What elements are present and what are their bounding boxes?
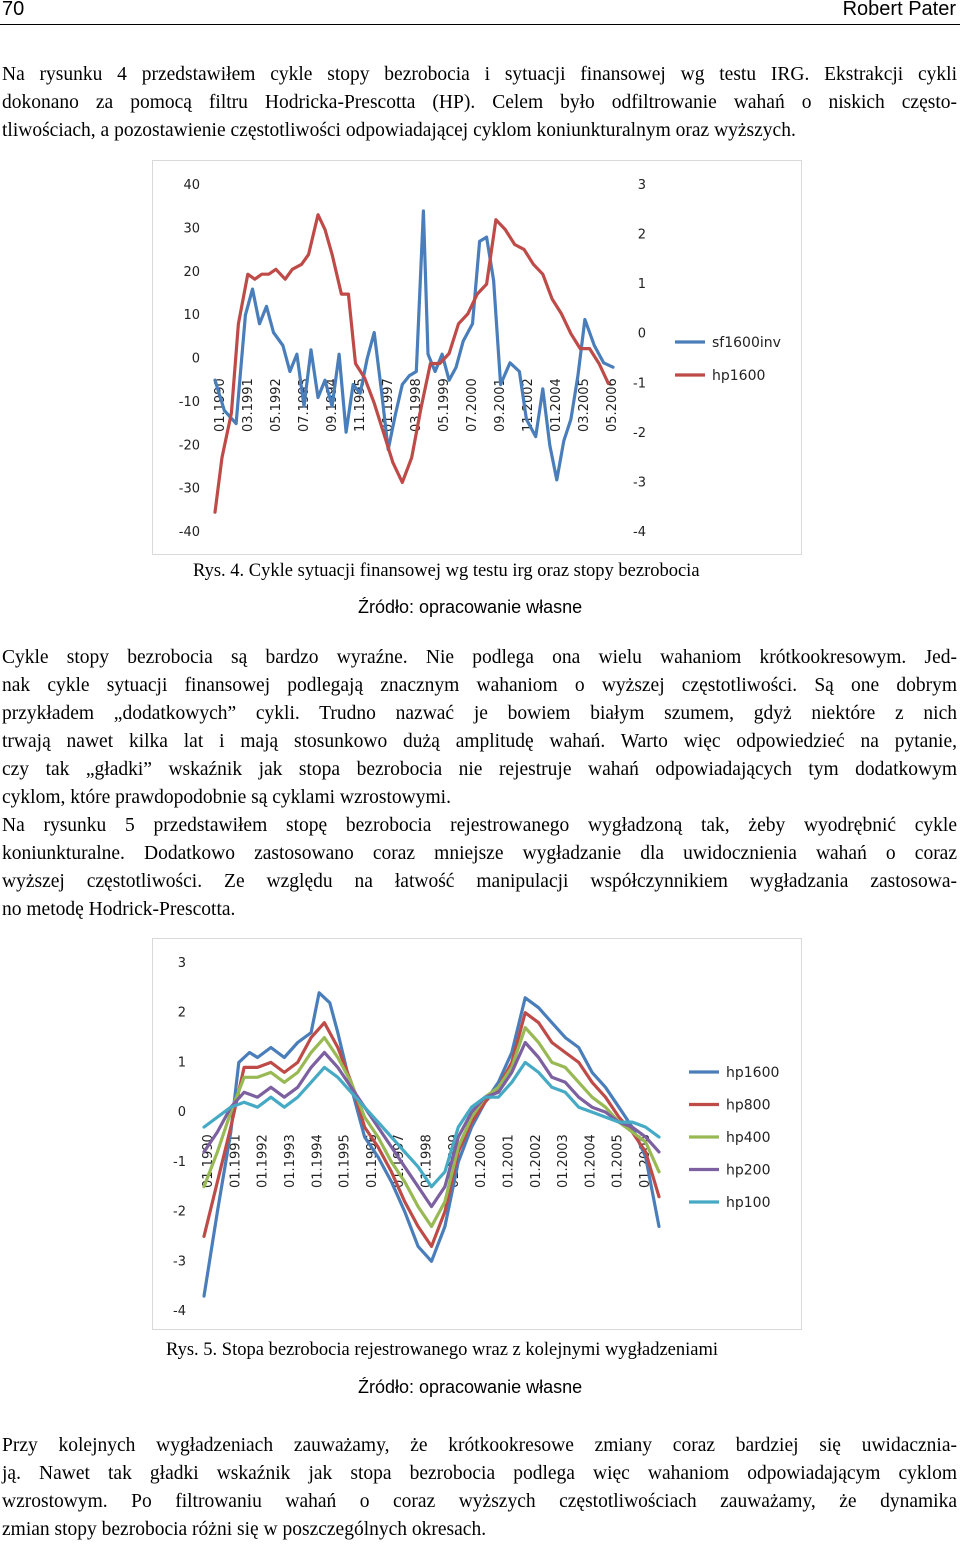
x-tick-label: 01.1997 <box>392 1134 408 1188</box>
y-right-tick-label: 3 <box>637 178 646 193</box>
x-tick-label: 01.1990 <box>213 378 228 432</box>
y-tick-label: 0 <box>191 351 200 367</box>
figure-4-caption: Rys. 4. Cykle sytuacji finansowej wg testu irg oraz stopy bezrobocia <box>193 561 700 581</box>
paragraph-conclusion <box>2 1432 957 1544</box>
x-tick-label: 01.1994 <box>310 1134 326 1188</box>
x-tick-label: 01.2002 <box>528 1134 544 1188</box>
text-line: tliwościach, a pozostawienie częstotliwości odpowiadającej cyklom koniunkturalnym oraz wyższych. <box>2 120 796 141</box>
x-tick-label: 11.1995 <box>353 378 368 432</box>
x-tick-label: 09.1994 <box>325 378 340 432</box>
x-tick-label: 03.1998 <box>409 378 424 432</box>
x-tick-label: 01.1990 <box>201 1134 216 1188</box>
y-tick-label: -3 <box>173 1254 186 1270</box>
figure-5-source: Źródło: opracowanie własne <box>358 1377 583 1397</box>
text-line: no metodę Hodrick-Prescotta. <box>2 899 236 920</box>
legend-label: hp1600 <box>712 368 766 384</box>
legend-label: hp1600 <box>726 1065 780 1081</box>
legend-label: hp100 <box>726 1195 771 1211</box>
y-right-tick-label: -1 <box>633 376 646 392</box>
x-tick-label: 01.2006 <box>638 1134 653 1188</box>
y-tick-label: -2 <box>173 1204 186 1220</box>
y-tick-label: 40 <box>183 178 200 193</box>
x-tick-label: 01.1998 <box>419 1134 435 1188</box>
y-tick-label: -20 <box>178 438 200 454</box>
y-tick-label: 30 <box>183 221 200 237</box>
x-tick-label: 05.1999 <box>437 378 452 432</box>
legend-label: hp200 <box>726 1162 771 1179</box>
text-line: czy tak „gładki” wskaźnik jak stopa bezrobocia nie rejestruje wahań odpowiadających tym dodatkowym <box>2 759 957 780</box>
y-right-tick-label: -4 <box>633 525 646 540</box>
text-line: Na rysunku 4 przedstawiłem cykle stopy bezrobocia i sytuacji finansowej wg testu IRG. Ekstrakcji cykli <box>2 64 957 85</box>
x-tick-label: 03.1991 <box>241 378 256 432</box>
x-tick-label: 01.2005 <box>610 1134 626 1188</box>
y-tick-label: -40 <box>178 525 200 540</box>
running-header-author: Robert Pater <box>842 0 956 20</box>
x-tick-label: 01.1993 <box>282 1134 298 1188</box>
y-tick-label: -10 <box>178 394 200 410</box>
y-tick-label: -30 <box>178 481 200 497</box>
y-right-tick-label: 2 <box>637 227 646 243</box>
figure-5-plot <box>152 938 802 1330</box>
y-tick-label: 20 <box>183 264 200 280</box>
x-tick-label: 01.2001 <box>501 1134 517 1188</box>
text-line: trwają nawet kilka lat i mają stosunkowo dużą amplitudę wahań. Warto więc odpowiedzieć na pytanie, <box>2 731 957 752</box>
text-line: wyższej częstotliwości. Ze względu na łatwość manipulacji współczynnikiem wygładzania zastosowa- <box>2 871 957 892</box>
x-tick-label: 01.2003 <box>556 1134 572 1188</box>
page-number: 70 <box>2 0 25 20</box>
x-tick-label: 09.2001 <box>493 378 508 432</box>
text-line: Przy kolejnych wygładzeniach zauważamy, że krótkookresowe zmiany coraz bardziej się uwidacznia- <box>2 1435 957 1456</box>
legend-label: sf1600inv <box>712 335 781 351</box>
text-line: wzrostowym. Po filtrowaniu wahań o coraz wyższych częstotliwościach zauważamy, że dynamika <box>2 1491 957 1512</box>
y-tick-label: 1 <box>177 1055 186 1071</box>
y-tick-label: 2 <box>177 1005 186 1021</box>
text-line: Cykle stopy bezrobocia są bardzo wyraźne. Nie podlega ona wielu wahaniom krótkookresowym. Jed- <box>2 647 957 668</box>
running-header <box>0 0 960 25</box>
text-line: dokonano za pomocą filtru Hodricka-Prescotta (HP). Celem było odfiltrowanie wahań o niskich często- <box>2 92 957 113</box>
y-tick-label: 0 <box>177 1105 186 1121</box>
x-tick-label: 05.1992 <box>269 378 284 432</box>
text-line: koniunkturalne. Dodatkowo zastosowano coraz mniejsze wygładzanie dla uwidocznienia wahań o coraz <box>2 843 957 864</box>
x-tick-label: 11.2002 <box>521 378 536 432</box>
x-tick-label: 01.1999 <box>446 1134 462 1188</box>
x-tick-label: 01.1992 <box>255 1134 271 1188</box>
figure-4-plot <box>152 160 802 555</box>
y-tick-label: 3 <box>177 956 186 971</box>
x-tick-label: 03.2005 <box>577 378 592 432</box>
figure-4-chart <box>152 160 802 555</box>
figure-5-caption: Rys. 5. Stopa bezrobocia rejestrowanego wraz z kolejnymi wygładzeniami <box>166 1340 719 1360</box>
y-tick-label: 10 <box>183 308 200 324</box>
chart-border <box>153 161 802 555</box>
x-tick-label: 07.2000 <box>465 378 480 432</box>
y-right-tick-label: -3 <box>633 475 646 491</box>
figure-5-chart <box>152 938 802 1330</box>
x-tick-label: 01.1995 <box>337 1134 353 1188</box>
text-line: nak cykle sytuacji finansowej podlegają znacznym wahaniom o wyższej częstotliwości. Są one dobrym <box>2 675 957 696</box>
y-right-tick-label: -2 <box>633 425 646 441</box>
x-tick-label: 01.2004 <box>583 1134 599 1188</box>
y-tick-label: -4 <box>173 1304 186 1319</box>
x-tick-label: 01.1996 <box>364 1134 380 1188</box>
x-tick-label: 01.2004 <box>549 378 564 432</box>
x-tick-label: 01.1997 <box>381 378 396 432</box>
x-tick-label: 01.1991 <box>228 1134 244 1188</box>
x-tick-label: 07.1993 <box>297 378 312 432</box>
paragraph-discussion <box>2 644 957 924</box>
text-line: przykładem „dodatkowych” cykli. Trudno nazwać je bowiem białym szumem, gdyż niektóre z nich <box>2 703 957 724</box>
y-tick-label: -1 <box>173 1154 186 1170</box>
legend-label: hp800 <box>726 1097 771 1114</box>
y-right-tick-label: 0 <box>637 326 646 342</box>
y-right-tick-label: 1 <box>637 277 646 293</box>
text-line: cyklom, które prawdopodobnie są cyklami wzrostowymi. <box>2 787 451 808</box>
figure-4-source: Źródło: opracowanie własne <box>358 597 583 617</box>
text-line: zmian stopy bezrobocia różni się w poszczególnych okresach. <box>2 1519 487 1540</box>
paragraph-intro <box>2 61 957 145</box>
legend-label: hp400 <box>726 1130 771 1146</box>
text-line: Na rysunku 5 przedstawiłem stopę bezrobocia rejestrowanego wygładzoną tak, żeby wyodrębnić cykle <box>2 815 957 836</box>
x-tick-label: 05.2006 <box>605 378 620 432</box>
x-tick-label: 01.2000 <box>474 1134 490 1188</box>
chart-border <box>153 939 802 1330</box>
text-line: ją. Nawet tak gładki wskaźnik jak stopa bezrobocia podlega więc wahaniom odpowiadającym cyklom <box>2 1463 957 1484</box>
